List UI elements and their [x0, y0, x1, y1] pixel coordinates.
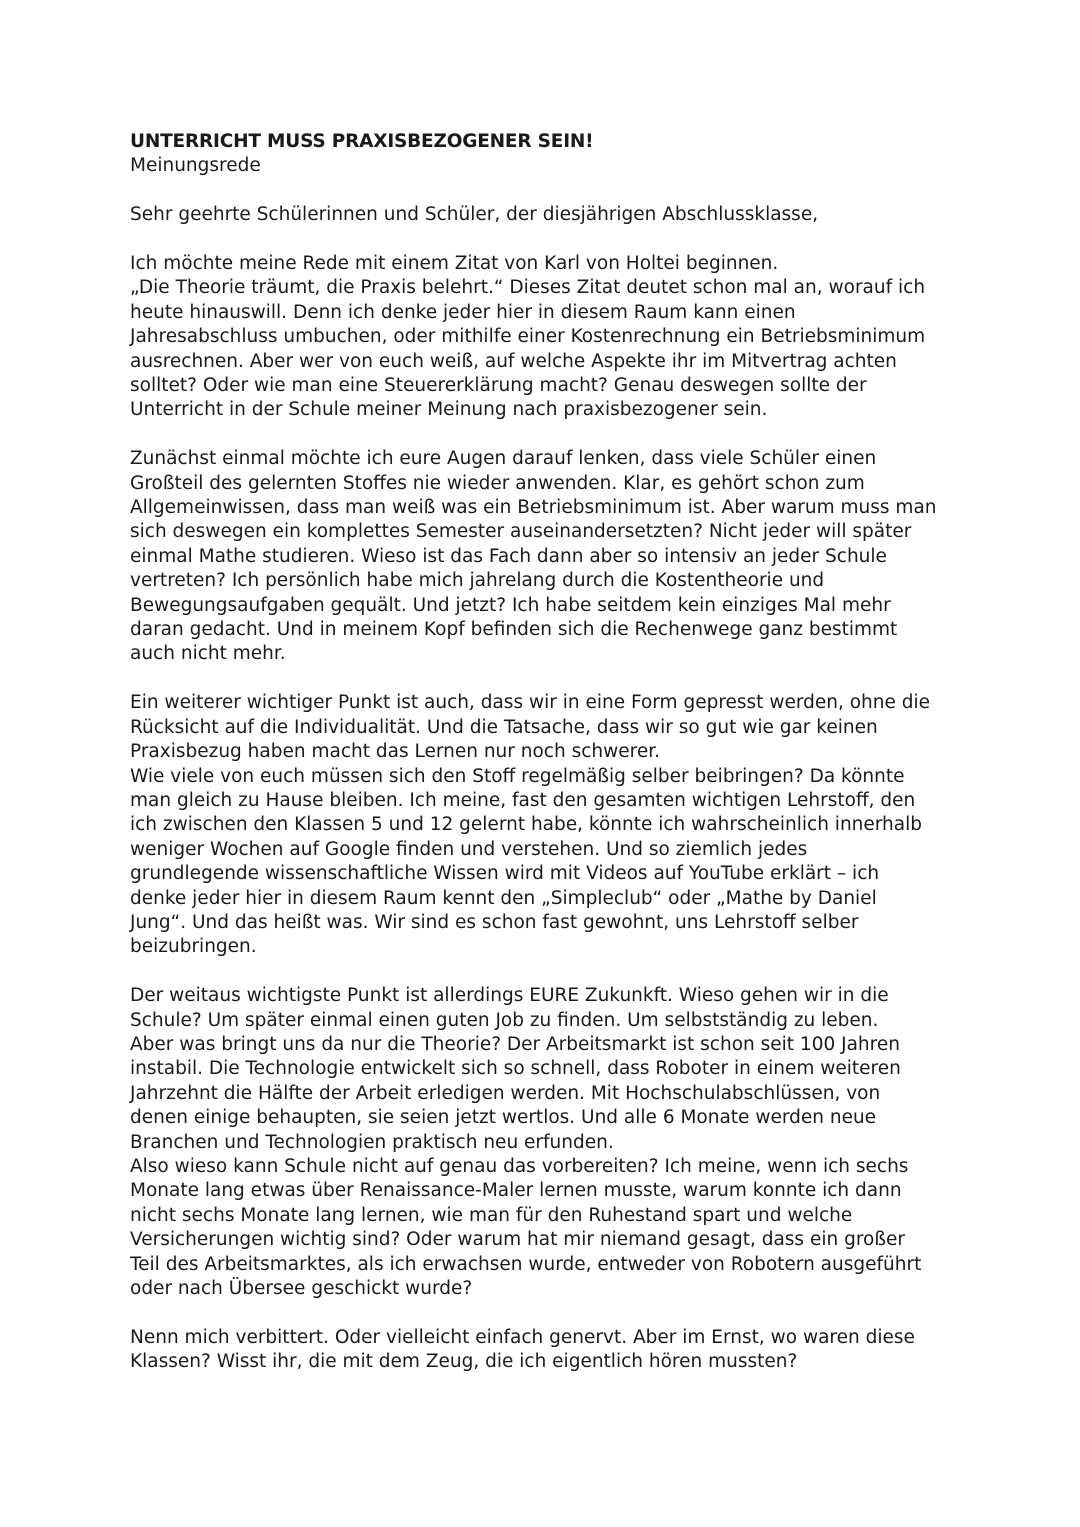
paragraph-line: instabil. Die Technologie entwickelt sich so schnell, dass Roboter in einem weiteren [130, 1058, 901, 1080]
paragraph-line: Jung“. Und das heißt was. Wir sind es schon fast gewohnt, uns Lehrstoff selber [130, 911, 859, 933]
paragraph-line: heute hinauswill. Denn ich denke jeder hier in diesem Raum kann einen [130, 301, 796, 323]
document-subtitle: Meinungsrede [130, 155, 261, 177]
paragraph-line: solltet? Oder wie man eine Steuererklärung macht? Genau deswegen sollte der [130, 375, 867, 397]
paragraph-line: Nenn mich verbittert. Oder vielleicht einfach genervt. Aber im Ernst, wo waren diese [130, 1326, 915, 1348]
paragraph-line: vertreten? Ich persönlich habe mich jahrelang durch die Kostentheorie und [130, 570, 825, 592]
paragraph-line: Monate lang etwas über Renaissance-Maler lernen musste, warum konnte ich dann [130, 1180, 902, 1202]
paragraph-line: grundlegende wissenschaftliche Wissen wird mit Videos auf YouTube erklärt – ich [130, 863, 880, 885]
paragraph-line: auch nicht mehr. [130, 643, 286, 665]
paragraph-line: Unterricht in der Schule meiner Meinung nach praxisbezogener sein. [130, 399, 768, 421]
paragraph-line: „Die Theorie träumt, die Praxis belehrt.“ Dieses Zitat deutet schon mal an, worauf ich [130, 277, 926, 299]
paragraph-line: oder nach Übersee geschickt wurde? [130, 1278, 473, 1300]
paragraph-line: ausrechnen. Aber wer von euch weiß, auf welche Aspekte ihr im Mitvertrag achten [130, 350, 897, 372]
paragraph-line: denke jeder hier in diesem Raum kennt den „Simpleclub“ oder „Mathe by Daniel [130, 887, 877, 909]
paragraph-line: denen einige behaupten, sie seien jetzt wertlos. Und alle 6 Monate werden neue [130, 1107, 877, 1129]
paragraph-line: beizubringen. [130, 936, 257, 958]
paragraph-line: Der weitaus wichtigste Punkt ist allerdings EURE Zukunkft. Wieso gehen wir in die [130, 985, 889, 1007]
paragraph-line: nicht sechs Monate lang lernen, wie man für den Ruhestand spart und welche [130, 1204, 853, 1226]
paragraph [130, 252, 960, 423]
paragraph-line: ich zwischen den Klassen 5 und 12 gelernt habe, könnte ich wahrscheinlich innerhalb [130, 814, 922, 836]
paragraph-line: Zunächst einmal möchte ich eure Augen darauf lenken, dass viele Schüler einen [130, 448, 877, 470]
paragraph-line: man gleich zu Hause bleiben. Ich meine, fast den gesamten wichtigen Lehrstoff, den [130, 789, 916, 811]
document-page [130, 130, 960, 1399]
paragraph-line: Wie viele von euch müssen sich den Stoff regelmäßig selber beibringen? Da könnte [130, 765, 905, 787]
paragraph-line: Praxisbezug haben macht das Lernen nur noch schwerer. [130, 741, 660, 763]
paragraph-line: daran gedacht. Und in meinem Kopf befinden sich die Rechenwege ganz bestimmt [130, 619, 898, 641]
paragraph-line: Aber was bringt uns da nur die Theorie? Der Arbeitsmarkt ist schon seit 100 Jahren [130, 1033, 900, 1055]
paragraph-line: Jahrzehnt die Hälfte der Arbeit erledigen werden. Mit Hochschulabschlüssen, von [130, 1082, 881, 1104]
paragraph [130, 447, 960, 667]
paragraph [130, 1326, 960, 1375]
speech-body [130, 252, 960, 1375]
paragraph-line: Bewegungsaufgaben gequält. Und jetzt? Ich habe seitdem kein einziges Mal mehr [130, 594, 891, 616]
paragraph [130, 691, 960, 959]
paragraph-line: Jahresabschluss umbuchen, oder mithilfe einer Kostenrechnung ein Betriebsminimum [130, 326, 926, 348]
paragraph-line: Teil des Arbeitsmarktes, als ich erwachsen wurde, entweder von Robotern ausgeführt [130, 1253, 922, 1275]
paragraph-line: einmal Mathe studieren. Wieso ist das Fach dann aber so intensiv an jeder Schule [130, 545, 887, 567]
paragraph-line: Ein weiterer wichtiger Punkt ist auch, dass wir in eine Form gepresst werden, ohne die [130, 692, 931, 714]
document-title: UNTERRICHT MUSS PRAXISBEZOGENER SEIN! [130, 131, 594, 152]
paragraph-line: weniger Wochen auf Google finden und verstehen. Und so ziemlich jedes [130, 838, 808, 860]
paragraph-line: Rücksicht auf die Individualität. Und die Tatsache, dass wir so gut wie gar keinen [130, 716, 878, 738]
paragraph-line: sich deswegen ein komplettes Semester auseinandersetzten? Nicht jeder will später [130, 521, 912, 543]
paragraph-line: Also wieso kann Schule nicht auf genau das vorbereiten? Ich meine, wenn ich sechs [130, 1155, 909, 1177]
paragraph-line: Schule? Um später einmal einen guten Job zu finden. Um selbstständig zu leben. [130, 1009, 879, 1031]
paragraph-line: Ich möchte meine Rede mit einem Zitat von Karl von Holtei beginnen. [130, 253, 779, 274]
paragraph-line: Großteil des gelernten Stoffes nie wieder anwenden. Klar, es gehört schon zum [130, 472, 865, 494]
paragraph-line: Branchen und Technologien praktisch neu erfunden. [130, 1131, 614, 1153]
paragraph-line: Allgemeinwissen, dass man weiß was ein Betriebsminimum ist. Aber warum muss man [130, 497, 937, 519]
paragraph [130, 984, 960, 1301]
paragraph-line: Versicherungen wichtig sind? Oder warum hat mir niemand gesagt, dass ein großer [130, 1229, 905, 1251]
salutation: Sehr geehrte Schülerinnen und Schüler, der diesjährigen Abschlussklasse, [130, 204, 819, 226]
paragraph-line: Klassen? Wisst ihr, die mit dem Zeug, die ich eigentlich hören mussten? [130, 1351, 798, 1373]
